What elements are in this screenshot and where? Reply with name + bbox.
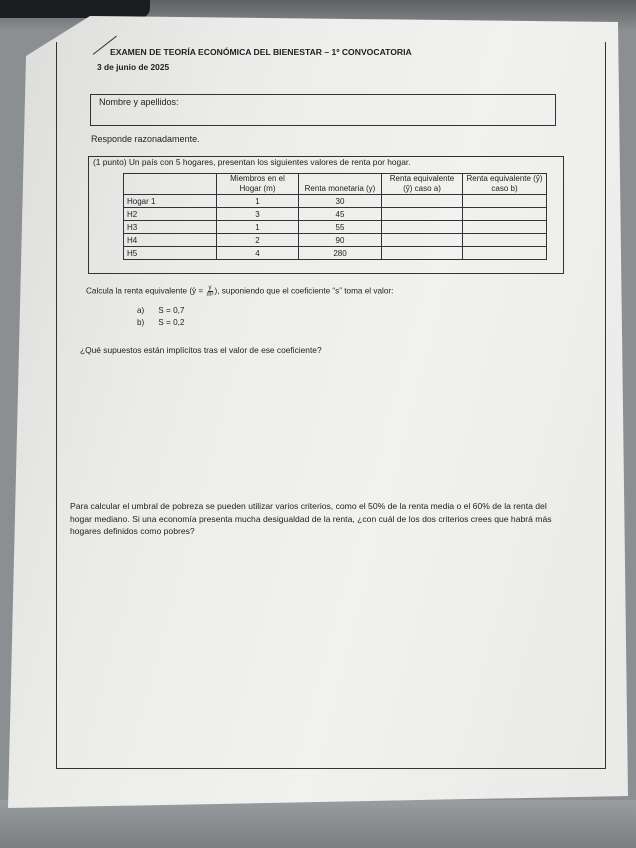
members-cell: 3 bbox=[217, 208, 299, 221]
laptop-edge bbox=[0, 0, 150, 18]
equiv-a-cell bbox=[382, 208, 463, 221]
income-cell: 90 bbox=[299, 234, 382, 247]
desk-background-bottom bbox=[0, 800, 636, 848]
question-2: ¿Qué supuestos están implícitos tras el valor de ese coeficiente? bbox=[80, 345, 322, 355]
members-cell: 1 bbox=[217, 221, 299, 234]
table-row bbox=[124, 247, 547, 260]
option-label: b) bbox=[137, 318, 145, 327]
income-cell: 55 bbox=[299, 221, 382, 234]
equiv-b-cell bbox=[463, 234, 547, 247]
equivalent-income-prompt bbox=[86, 285, 393, 298]
equiv-b-cell bbox=[463, 247, 547, 260]
income-table bbox=[123, 173, 547, 260]
table-row bbox=[124, 195, 547, 208]
members-cell: 4 bbox=[217, 247, 299, 260]
table-header-row bbox=[124, 174, 547, 195]
equiv-b-cell bbox=[463, 208, 547, 221]
income-cell: 280 bbox=[299, 247, 382, 260]
formula-denominator: mˢ bbox=[206, 292, 214, 298]
equiv-a-cell bbox=[382, 221, 463, 234]
equiv-a-cell bbox=[382, 195, 463, 208]
table-header-cell: Renta monetaria (y) bbox=[299, 174, 382, 195]
page-border bbox=[56, 42, 606, 769]
income-cell: 45 bbox=[299, 208, 382, 221]
household-cell: H4 bbox=[124, 234, 217, 247]
table-row bbox=[124, 208, 547, 221]
formula-numerator: y bbox=[208, 285, 212, 291]
equiv-b-cell bbox=[463, 195, 547, 208]
household-cell: H5 bbox=[124, 247, 217, 260]
calc-suffix: ), suponiendo que el coeficiente “s” toma el valor: bbox=[214, 286, 394, 296]
question-3: Para calcular el umbral de pobreza se pueden utilizar varios criterios, como el 50% de la renta media o el 60% de la renta del hogar mediano. Si una economía presenta mucha desigualdad de la renta, ¿con cuál de los dos criterios crees que habrá más hogares definidos como pobres? bbox=[70, 501, 552, 536]
table-header-cell: Renta equivalente (ŷ) caso b) bbox=[463, 174, 547, 195]
option-value: S = 0,7 bbox=[158, 306, 185, 315]
table-header-cell: Renta equivalente (ŷ) caso a) bbox=[382, 174, 463, 195]
equiv-a-cell bbox=[382, 247, 463, 260]
members-cell: 2 bbox=[217, 234, 299, 247]
members-cell: 1 bbox=[217, 195, 299, 208]
calc-prefix: Calcula la renta equivalente (ŷ = bbox=[86, 286, 204, 296]
household-cell: Hogar 1 bbox=[124, 195, 217, 208]
instructions: Responde razonadamente. bbox=[91, 134, 200, 144]
option-a bbox=[137, 306, 184, 315]
household-cell: H2 bbox=[124, 208, 217, 221]
table-row bbox=[124, 234, 547, 247]
name-field-label: Nombre y apellidos: bbox=[99, 97, 179, 107]
household-cell: H3 bbox=[124, 221, 217, 234]
exam-title: EXAMEN DE TEORÍA ECONÓMICA DEL BIENESTAR – 1º CONVOCATORIA bbox=[110, 47, 412, 57]
equivalence-formula bbox=[206, 285, 213, 298]
equiv-b-cell bbox=[463, 221, 547, 234]
income-cell: 30 bbox=[299, 195, 382, 208]
option-value: S = 0,2 bbox=[158, 318, 185, 327]
option-label: a) bbox=[137, 306, 145, 315]
question-1-intro: (1 punto) Un país con 5 hogares, presentan los siguientes valores de renta por hogar. bbox=[93, 157, 411, 167]
exam-date: 3 de junio de 2025 bbox=[97, 62, 170, 72]
option-b bbox=[137, 318, 184, 327]
equiv-a-cell bbox=[382, 234, 463, 247]
table-header-cell: Miembros en el Hogar (m) bbox=[217, 174, 299, 195]
table-header-cell bbox=[124, 174, 217, 195]
table-row bbox=[124, 221, 547, 234]
